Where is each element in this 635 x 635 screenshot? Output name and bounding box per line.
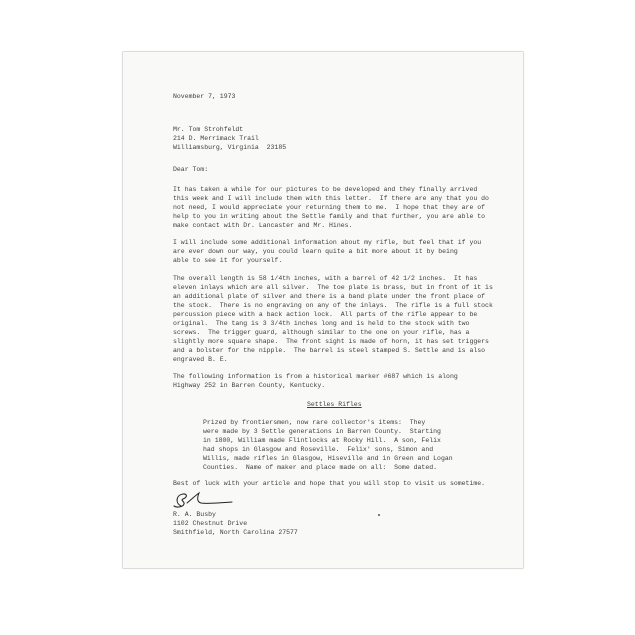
recipient-street: 214 D. Merrimack Trail	[173, 135, 259, 142]
marker-line: were made by 3 Settle generations in Barren County. Starting	[203, 428, 441, 435]
paragraph-line: slightly more square shape. The front sight is made of horn, it has set triggers	[173, 338, 489, 345]
paragraph-line: the stock. There is no engraving on any of the inlays. The rifle is a full stock	[173, 302, 493, 309]
handwritten-signature	[172, 491, 236, 511]
paragraph-line: screws. The trigger guard, although similar to the one on your rifle, has a	[173, 329, 470, 336]
marker-line: had shops in Glasgow and Roseville. Felix' sons, Simon and	[203, 446, 434, 453]
paragraph-line: able to see it for yourself.	[173, 257, 283, 264]
paragraph-line: percussion piece with a back action lock. All parts of the rifle appear to be	[173, 311, 478, 318]
sender-name: R. A. Busby	[173, 511, 216, 518]
salutation: Dear Tom:	[173, 166, 209, 173]
paragraph-line: I will include some additional information about my rifle, but feel that if you	[173, 239, 482, 246]
letter-date: November 7, 1973	[173, 93, 236, 100]
recipient-city: Williamsburg, Virginia 23185	[173, 144, 287, 151]
marker-title: Settles Rifles	[307, 401, 362, 408]
paragraph-line: make contact with Dr. Lancaster and Mr. Hines.	[173, 222, 353, 229]
paragraph-line: Highway 252 in Barren County, Kentucky.	[173, 382, 326, 389]
paragraph-line: original. The tang is 3 3/4th inches long and is held to the stock with two	[173, 320, 470, 327]
marker-line: Counties. Name of maker and place made on all: Some dated.	[203, 464, 438, 471]
marker-line: Prized by frontiersmen, now rare collector's items: They	[203, 419, 426, 426]
marker-line: Willis, made rifles in Glasgow, Hiseville and in Green and Logan	[203, 455, 453, 462]
paragraph-line: It has taken a while for our pictures to be developed and they finally arrived	[173, 186, 478, 193]
sender-city: Smithfield, North Carolina 27577	[173, 529, 298, 536]
paragraph-line: and a bolster for the nipple. The barrel is steel stamped S. Settle and is also	[173, 347, 486, 354]
paragraph-line: this week and I will include them with this letter. If there are any that you do	[173, 195, 489, 202]
ink-dot	[378, 514, 380, 516]
recipient-name: Mr. Tom Strohfeldt	[173, 126, 244, 133]
paragraph-line: not need, I would appreciate your returning them to me. I hope that they are of	[173, 204, 486, 211]
letter-page	[123, 52, 523, 568]
paragraph-line: engraved B. E.	[173, 356, 228, 363]
paragraph-line: are ever down our way, you could learn quite a bit more about it by being	[173, 248, 458, 255]
paragraph-line: help to you in writing about the Settle family and that further, you are able to	[173, 213, 486, 220]
paragraph-line: The following information is from a historical marker #687 which is along	[173, 373, 458, 380]
marker-line: in 1800, William made Flintlocks at Rocky Hill. A son, Felix	[203, 437, 441, 444]
paragraph-line: The overall length is 58 1/4th inches, with a barrel of 42 1/2 inches. It has	[173, 275, 478, 282]
closing-line: Best of luck with your article and hope that you will stop to visit us sometime.	[173, 480, 486, 487]
paragraph-line: eleven inlays which are all silver. The toe plate is brass, but in front of it is	[173, 284, 493, 291]
paragraph-line: an additional plate of silver and there is a band plate under the front place of	[173, 293, 486, 300]
sender-street: 1102 Chestnut Drive	[173, 520, 248, 527]
